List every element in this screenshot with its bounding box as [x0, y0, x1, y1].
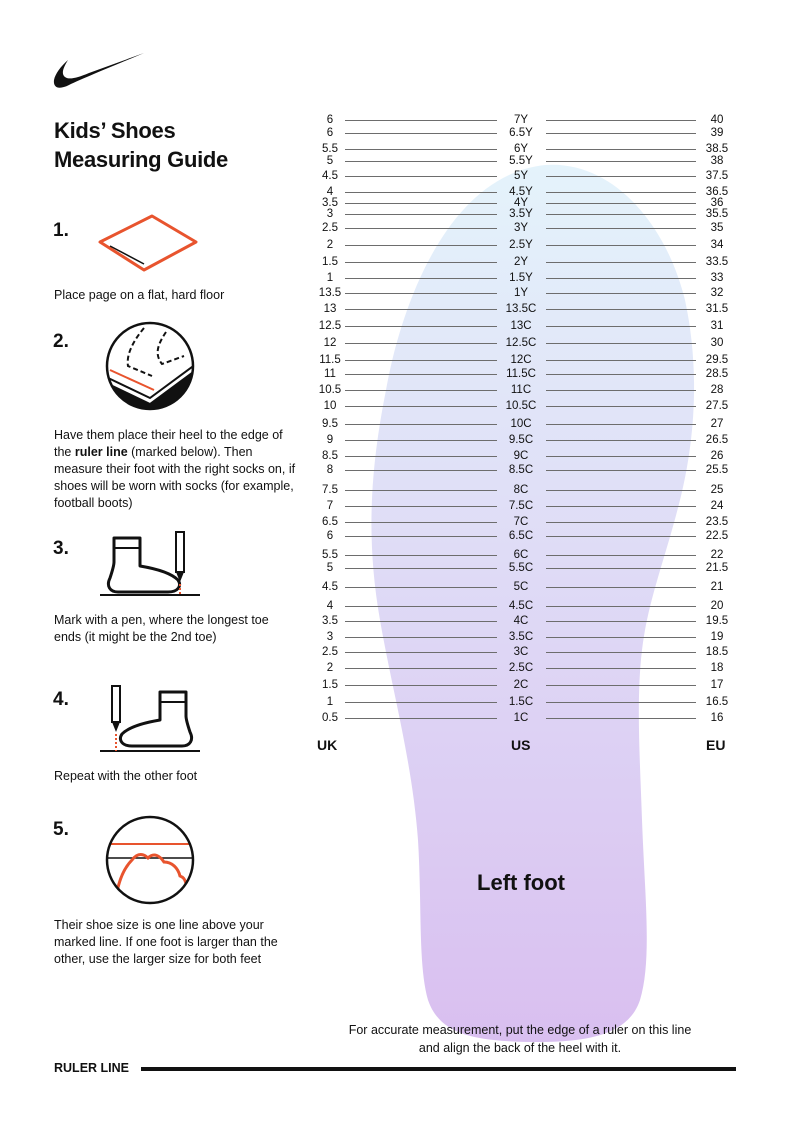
size-eu-label: 25.5 — [705, 464, 729, 476]
size-line-left — [345, 652, 497, 653]
ruler-line — [141, 1067, 736, 1071]
size-us-label: 3Y — [513, 222, 529, 234]
size-uk-label: 4 — [326, 600, 334, 612]
size-line-right — [546, 278, 696, 279]
size-uk-label: 1.5 — [322, 679, 338, 691]
step-2-text-part-1: Have them place their heel to the edge of the — [54, 428, 283, 459]
size-us-label: 10C — [510, 418, 532, 430]
line-above-toe-icon — [104, 814, 196, 906]
size-line-left — [345, 621, 497, 622]
size-uk-label: 5.5 — [322, 143, 338, 155]
size-line-left — [345, 120, 497, 121]
us-column-header: US — [511, 737, 531, 753]
size-eu-label: 19.5 — [705, 615, 729, 627]
size-uk-label: 1 — [326, 272, 334, 284]
size-us-label: 8C — [513, 484, 529, 496]
title-line-2: Measuring Guide — [54, 147, 228, 172]
size-eu-label: 25 — [710, 484, 724, 496]
size-eu-label: 39 — [710, 127, 724, 139]
size-line-left — [345, 343, 497, 344]
size-us-label: 7.5C — [508, 500, 534, 512]
size-line-left — [345, 390, 497, 391]
size-uk-label: 13.5 — [318, 287, 342, 299]
size-line-right — [546, 652, 696, 653]
step-5-text: Their shoe size is one line above your marked line. If one foot is larger than the other, use the larger size for both feet — [54, 918, 278, 966]
size-us-label: 11C — [510, 384, 532, 396]
size-line-right — [546, 262, 696, 263]
size-line-left — [345, 133, 497, 134]
size-line-left — [345, 637, 497, 638]
size-line-right — [546, 309, 696, 310]
size-eu-label: 30 — [710, 337, 724, 349]
size-eu-label: 21 — [710, 581, 724, 593]
size-line-right — [546, 245, 696, 246]
size-line-right — [546, 374, 696, 375]
size-us-label: 4Y — [513, 197, 529, 209]
foot-label: Left foot — [477, 870, 565, 895]
size-uk-label: 1 — [326, 696, 334, 708]
size-us-label: 4.5Y — [509, 186, 533, 198]
size-uk-label: 2.5 — [322, 222, 338, 234]
size-eu-label: 27.5 — [705, 400, 729, 412]
size-line-left — [345, 309, 497, 310]
size-us-label: 9.5C — [508, 434, 534, 446]
size-line-right — [546, 718, 696, 719]
size-uk-label: 2.5 — [322, 646, 338, 658]
size-us-label: 5C — [513, 581, 529, 593]
size-eu-label: 22.5 — [705, 530, 729, 542]
size-eu-label: 18.5 — [705, 646, 729, 658]
size-uk-label: 3.5 — [322, 197, 338, 209]
size-uk-label: 10 — [323, 400, 337, 412]
size-eu-label: 16 — [710, 712, 724, 724]
size-line-right — [546, 406, 696, 407]
step-1-text: Place page on a flat, hard floor — [54, 288, 225, 302]
size-eu-label: 20 — [710, 600, 724, 612]
size-line-left — [345, 440, 497, 441]
size-us-label: 7Y — [513, 114, 529, 126]
size-us-label: 2.5Y — [509, 239, 533, 251]
step-2-text-bold: ruler line — [74, 445, 128, 459]
size-line-right — [546, 506, 696, 507]
ruler-line-label: RULER LINE — [54, 1061, 129, 1075]
size-eu-label: 27 — [710, 418, 724, 430]
size-line-right — [546, 606, 696, 607]
size-eu-label: 21.5 — [705, 562, 729, 574]
size-line-right — [546, 555, 696, 556]
size-us-label: 1.5Y — [509, 272, 533, 284]
size-us-label: 6.5Y — [509, 127, 533, 139]
size-eu-label: 38 — [710, 155, 724, 167]
size-uk-label: 2 — [326, 662, 334, 674]
size-eu-label: 32 — [710, 287, 724, 299]
step-3-number: 3. — [53, 538, 69, 559]
size-uk-label: 12.5 — [318, 320, 342, 332]
size-us-label: 5.5C — [508, 562, 534, 574]
size-uk-label: 12 — [323, 337, 337, 349]
size-uk-label: 4 — [326, 186, 334, 198]
size-us-label: 1Y — [513, 287, 529, 299]
size-uk-label: 5 — [326, 562, 334, 574]
size-uk-label: 10.5 — [318, 384, 342, 396]
size-us-label: 2Y — [513, 256, 529, 268]
size-uk-label: 9.5 — [322, 418, 338, 430]
size-eu-label: 37.5 — [705, 170, 729, 182]
size-uk-label: 7 — [326, 500, 334, 512]
size-uk-label: 8.5 — [322, 450, 338, 462]
step-2-text-part-2: (marked below). Then measure their foot with the right socks on, if shoes will be worn with socks (for example, football boots) — [54, 445, 296, 510]
size-us-label: 4C — [513, 615, 529, 627]
size-us-label: 7C — [513, 516, 529, 528]
size-eu-label: 31 — [710, 320, 724, 332]
size-uk-label: 6 — [326, 530, 334, 542]
size-line-left — [345, 490, 497, 491]
size-line-left — [345, 522, 497, 523]
size-line-left — [345, 278, 497, 279]
size-line-right — [546, 702, 696, 703]
size-uk-label: 7.5 — [322, 484, 338, 496]
eu-column-header: EU — [706, 737, 726, 753]
size-uk-label: 3 — [326, 631, 334, 643]
size-us-label: 1C — [513, 712, 529, 724]
size-line-right — [546, 326, 696, 327]
size-line-right — [546, 568, 696, 569]
size-line-right — [546, 456, 696, 457]
size-line-right — [546, 637, 696, 638]
size-line-left — [345, 424, 497, 425]
size-line-right — [546, 176, 696, 177]
size-eu-label: 31.5 — [705, 303, 729, 315]
size-uk-label: 11.5 — [319, 354, 341, 366]
size-line-right — [546, 120, 696, 121]
size-eu-label: 23.5 — [705, 516, 729, 528]
size-uk-label: 8 — [326, 464, 334, 476]
step-2-text — [54, 427, 299, 512]
size-line-right — [546, 668, 696, 669]
size-line-left — [345, 293, 497, 294]
size-line-right — [546, 293, 696, 294]
size-line-left — [345, 161, 497, 162]
uk-column-header: UK — [317, 737, 338, 753]
size-eu-label: 29.5 — [705, 354, 729, 366]
step-3-text: Mark with a pen, where the longest toe ends (it might be the 2nd toe) — [54, 613, 269, 644]
size-eu-label: 35.5 — [705, 208, 729, 220]
size-eu-label: 24 — [710, 500, 724, 512]
size-us-label: 2C — [513, 679, 529, 691]
size-line-left — [345, 470, 497, 471]
size-line-left — [345, 192, 497, 193]
size-us-label: 8.5C — [508, 464, 534, 476]
size-line-left — [345, 326, 497, 327]
size-line-left — [345, 203, 497, 204]
size-line-left — [345, 245, 497, 246]
size-eu-label: 28 — [710, 384, 724, 396]
size-uk-label: 3.5 — [322, 615, 338, 627]
size-line-right — [546, 133, 696, 134]
size-line-left — [345, 702, 497, 703]
size-uk-label: 2 — [326, 239, 334, 251]
size-uk-label: 9 — [326, 434, 334, 446]
size-eu-label: 18 — [710, 662, 724, 674]
size-line-left — [345, 668, 497, 669]
size-us-label: 12.5C — [505, 337, 537, 349]
size-eu-label: 19 — [710, 631, 724, 643]
pen-mark-other-foot-icon — [100, 682, 200, 754]
size-line-right — [546, 161, 696, 162]
size-us-label: 3.5Y — [509, 208, 533, 220]
size-line-right — [546, 440, 696, 441]
size-uk-label: 4.5 — [322, 170, 338, 182]
size-eu-label: 40 — [710, 114, 724, 126]
size-eu-label: 36 — [710, 197, 724, 209]
size-line-right — [546, 203, 696, 204]
size-us-label: 6.5C — [508, 530, 534, 542]
size-line-right — [546, 587, 696, 588]
size-eu-label: 26 — [710, 450, 724, 462]
size-line-left — [345, 536, 497, 537]
step-5-number: 5. — [53, 819, 69, 840]
size-line-right — [546, 192, 696, 193]
size-line-right — [546, 149, 696, 150]
size-uk-label: 13 — [323, 303, 337, 315]
size-us-label: 11.5C — [506, 368, 536, 380]
size-line-right — [546, 360, 696, 361]
size-line-left — [345, 214, 497, 215]
size-line-right — [546, 424, 696, 425]
size-us-label: 3C — [513, 646, 529, 658]
size-line-left — [345, 555, 497, 556]
size-line-left — [345, 685, 497, 686]
step-4-text: Repeat with the other foot — [54, 769, 198, 783]
size-line-left — [345, 506, 497, 507]
pen-mark-toe-icon — [100, 528, 200, 600]
size-line-right — [546, 214, 696, 215]
size-line-left — [345, 587, 497, 588]
size-uk-label: 6.5 — [322, 516, 338, 528]
size-eu-label: 36.5 — [705, 186, 729, 198]
size-us-label: 2.5C — [508, 662, 534, 674]
size-uk-label: 4.5 — [322, 581, 338, 593]
ruler-note: For accurate measurement, put the edge of a ruler on this line and align the back of the heel with it. — [348, 1023, 692, 1055]
title-line-1: Kids’ Shoes — [54, 118, 176, 143]
size-uk-label: 6 — [326, 127, 334, 139]
size-us-label: 13.5C — [505, 303, 537, 315]
size-us-label: 6Y — [513, 143, 529, 155]
size-eu-label: 28.5 — [705, 368, 729, 380]
size-line-left — [345, 360, 497, 361]
size-line-right — [546, 621, 696, 622]
size-line-left — [345, 228, 497, 229]
size-line-right — [546, 490, 696, 491]
size-us-label: 1.5C — [508, 696, 534, 708]
size-us-label: 13C — [510, 320, 532, 332]
size-line-left — [345, 606, 497, 607]
step-1-number: 1. — [53, 220, 69, 241]
size-line-right — [546, 390, 696, 391]
size-us-label: 5Y — [513, 170, 529, 182]
size-line-right — [546, 685, 696, 686]
size-eu-label: 38.5 — [705, 143, 729, 155]
size-line-left — [345, 718, 497, 719]
size-us-label: 10.5C — [505, 400, 537, 412]
heel-on-edge-icon — [104, 320, 196, 412]
size-eu-label: 33 — [710, 272, 724, 284]
size-uk-label: 3 — [326, 208, 334, 220]
size-uk-label: 0.5 — [322, 712, 338, 724]
size-uk-label: 1.5 — [322, 256, 338, 268]
size-us-label: 4.5C — [508, 600, 534, 612]
size-uk-label: 5.5 — [322, 549, 338, 561]
step-4-number: 4. — [53, 689, 69, 710]
size-eu-label: 17 — [710, 679, 724, 691]
size-line-left — [345, 456, 497, 457]
size-line-left — [345, 176, 497, 177]
size-line-right — [546, 343, 696, 344]
size-uk-label: 11 — [324, 368, 336, 380]
size-eu-label: 22 — [710, 549, 724, 561]
paper-on-floor-icon — [96, 212, 200, 274]
size-us-label: 5.5Y — [509, 155, 533, 167]
size-eu-label: 35 — [710, 222, 724, 234]
size-us-label: 6C — [513, 549, 529, 561]
size-line-left — [345, 568, 497, 569]
size-eu-label: 26.5 — [705, 434, 729, 446]
size-us-label: 9C — [513, 450, 529, 462]
size-eu-label: 16.5 — [705, 696, 729, 708]
size-line-left — [345, 374, 497, 375]
size-line-left — [345, 262, 497, 263]
size-eu-label: 33.5 — [705, 256, 729, 268]
size-us-label: 12C — [510, 354, 532, 366]
size-line-right — [546, 470, 696, 471]
size-line-right — [546, 522, 696, 523]
size-line-right — [546, 536, 696, 537]
size-line-right — [546, 228, 696, 229]
size-us-label: 3.5C — [508, 631, 534, 643]
size-uk-label: 6 — [326, 114, 334, 126]
step-2-number: 2. — [53, 331, 69, 352]
size-line-left — [345, 406, 497, 407]
size-eu-label: 34 — [710, 239, 724, 251]
size-line-left — [345, 149, 497, 150]
size-uk-label: 5 — [326, 155, 334, 167]
